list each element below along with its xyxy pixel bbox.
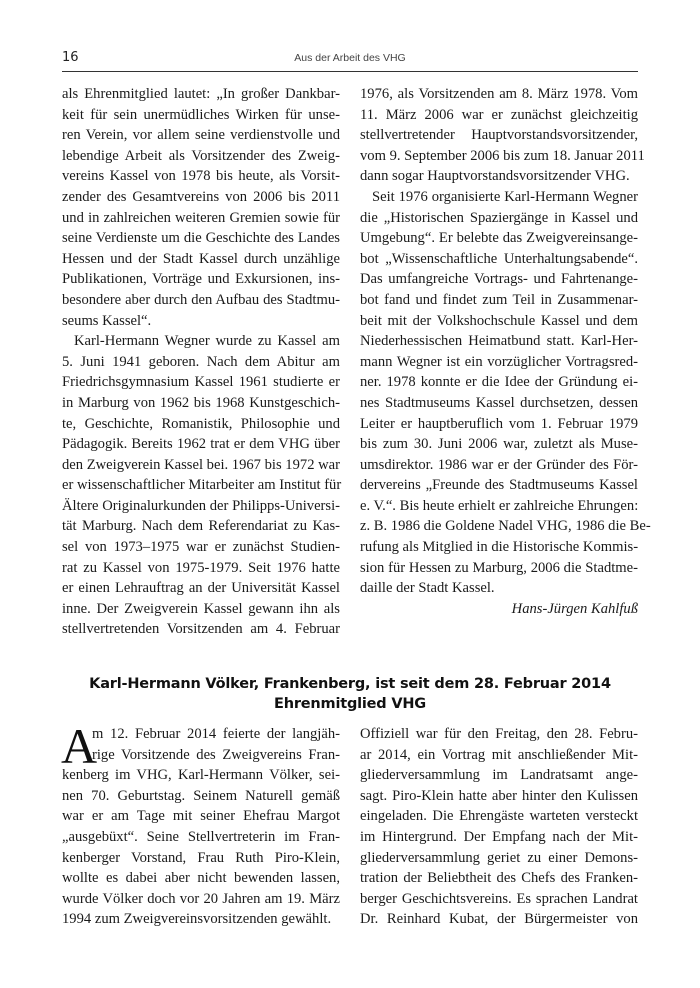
text-line: Ältere Originalurkunden der Philipps-Universi-: [62, 497, 340, 514]
text-line: ner. 1978 konnte er die Idee der Gründung ei-: [360, 374, 638, 391]
article1-left-column: [62, 84, 340, 640]
text-line: vereins Kassel von 1978 bis heute, als Vorsit-: [62, 168, 340, 185]
text-line: lebendige Arbeit als Vorsitzender des Zweig-: [62, 147, 340, 164]
drop-cap: A: [61, 718, 98, 774]
text-line: die „Historischen Spaziergänge in Kassel und: [360, 209, 638, 226]
text-line: m 12. Februar 2014 feierte der langjäh-: [92, 726, 340, 742]
text-line: rige Vorsitzende des Zweigvereins Fran-: [92, 746, 340, 763]
text-line: nes Stadtmuseums Kassel durchsetzen, dessen: [360, 394, 638, 411]
text-line: wollte es dabei aber nicht bewenden lassen,: [62, 870, 340, 887]
article-title-line-2: Ehrenmitglied VHG: [274, 696, 426, 712]
text-line: rufung als Mitglied in die Historische Kommis-: [360, 539, 639, 556]
page-header: [62, 48, 638, 72]
text-line: zender des Gesamtvereins von 2006 bis 2011: [62, 188, 340, 205]
text-line: Leiter er hauptberuflich vom 1. Februar 1979: [360, 415, 638, 432]
text-line: daille der Stadt Kassel.: [360, 580, 495, 597]
text-line: Friedrichsgymnasium Kassel 1961 studierte er: [62, 374, 340, 391]
text-line: „ausgebüxt“. Seine Stellvertreterin im Fran-: [62, 828, 340, 845]
text-line: bis zum 30. Juni 2006 war, zuletzt als Muse-: [360, 436, 638, 453]
text-line: kenberger Vorstand, Frau Ruth Piro-Klein,: [62, 849, 340, 866]
text-line: Publikationen, Vorträge und Exkursionen, ins-: [62, 271, 340, 288]
text-line: sagt. Piro-Klein hatte aber hinter den Kulissen: [360, 787, 638, 804]
text-line: Hessen und der Stadt Kassel durch unzählige: [62, 250, 340, 267]
text-line: und in zahlreichen weiteren Gremien sowie für: [62, 209, 340, 226]
article2-right-column: [360, 724, 638, 930]
text-line: nen 70. Geburtstag. Seinem Naturell gemäß: [62, 787, 340, 804]
author-signature: Hans-Jürgen Kahlfuß: [511, 600, 638, 617]
text-line: z. B. 1986 die Goldene Nadel VHG, 1986 die Be-: [360, 518, 651, 535]
text-line: ar 2014, ein Vortrag mit anschließender Mit-: [360, 746, 638, 763]
text-line: er einen Lehrauftrag an der Universität Kassel: [62, 580, 340, 597]
running-title: Aus der Arbeit des VHG: [294, 52, 406, 64]
text-line: bot fand und findet zum Teil in Zusammenar-: [360, 291, 638, 308]
text-line: im Hintergrund. Der Empfang nach der Mit-: [360, 828, 638, 845]
text-line: gliederversammlung geriet zu einer Demons-: [360, 849, 638, 866]
text-line: 1976, als Vorsitzenden am 8. März 1978. Vom: [360, 86, 638, 102]
text-line: dervereins „Freunde des Stadtmuseums Kassel: [360, 477, 638, 494]
text-line: Niederhessischen Heimatbund statt. Karl-Her-: [360, 333, 638, 350]
text-line: Offiziell war für den Freitag, den 28. Febru-: [360, 726, 638, 742]
article2-left-column: [61, 718, 340, 930]
text-line: inne. Der Zweigverein Kassel gewann ihn als: [62, 600, 340, 617]
text-line: sion für Hessen zu Marburg, 2006 die Stadtme-: [360, 559, 638, 576]
text-line: beit mit der Volkshochschule Kassel und dem: [360, 312, 638, 329]
text-line: mann Wegner ist ein vorzüglicher Vortragsred-: [360, 353, 638, 370]
text-line: wurde Völker doch vor 20 Jahren am 19. März: [62, 890, 340, 907]
text-line: 11. März 2006 war er zunächst gleichzeitig: [360, 106, 638, 123]
article1-right-lines: [360, 84, 651, 599]
text-line: gliederversammlung im Landratsamt ange-: [360, 767, 638, 784]
text-line: vom 9. September 2006 bis zum 18. Januar 2011: [360, 147, 645, 164]
text-line: den Zweigverein Kassel bei. 1967 bis 1972 war: [62, 456, 341, 473]
text-line: war er am Tage mit seiner Ehefrau Margot: [62, 808, 340, 825]
text-line: dann sogar Hauptvorstandsvorsitzender VHG.: [360, 168, 630, 185]
text-line: berger Geschichtsvereins. Es sprachen Landrat: [360, 890, 638, 907]
text-line: umsdirektor. 1986 war er der Gründer des För-: [360, 456, 638, 473]
text-line: Das umfangreiche Vortrags- und Fahrtenange-: [360, 271, 638, 288]
article2-left-lines: [61, 718, 340, 930]
text-line: stellvertretenden Vorsitzenden am 4. Februar: [62, 621, 340, 638]
article-title-line-1: Karl-Hermann Völker, Frankenberg, ist seit dem 28. Februar 2014: [89, 676, 611, 692]
text-line: tration der Beliebtheit des Chefs des Franken-: [360, 870, 638, 887]
text-line: besondere aber durch den Aufbau des Stadtmu-: [62, 291, 340, 308]
text-line: Karl-Hermann Wegner wurde zu Kassel am: [74, 333, 340, 350]
text-line: eingeladen. Die Ehrengäste warteten versteckt: [360, 808, 638, 825]
text-line: te, Geschichte, Romanistik, Philosophie und: [62, 415, 340, 432]
text-line: bot „Wissenschaftliche Unterhaltungsabende“.: [360, 250, 638, 267]
article1-right-column: [360, 84, 651, 619]
page-number: 16: [62, 50, 79, 65]
text-line: seine Verdienste um die Geschichte des Landes: [62, 230, 340, 247]
text-line: Seit 1976 organisierte Karl-Hermann Wegner: [372, 188, 638, 205]
text-line: er wissenschaftlicher Mitarbeiter am Institut für: [62, 477, 342, 494]
text-line: seums Kassel“.: [62, 312, 152, 329]
text-line: 5. Juni 1941 geboren. Nach dem Abitur am: [62, 353, 340, 370]
text-line: sel von 1973–1975 war er zunächst Studien-: [62, 539, 340, 556]
text-line: in Marburg von 1962 bis 1968 Kunstgeschich-: [62, 394, 340, 411]
text-line: rat zu Kassel von 1975-1979. Seit 1976 hatte: [62, 559, 340, 576]
text-line: Dr. Reinhard Kubat, der Bürgermeister von: [360, 911, 638, 928]
article-title: [62, 674, 638, 714]
text-line: Umgebung“. Er belebte das Zweigvereinsange-: [360, 230, 638, 247]
text-line: 1994 zum Zweigvereinsvorsitzenden gewählt.: [62, 911, 332, 928]
text-line: kenberg im VHG, Karl-Hermann Völker, sei-: [62, 767, 340, 784]
text-line: stellvertretender Hauptvorstandsvorsitzender,: [360, 127, 638, 144]
text-line: ren Verein, vor allem seine verdienstvolle und: [62, 127, 340, 144]
text-line: e. V.“. Bis heute erhielt er zahlreiche Ehrungen:: [360, 497, 639, 514]
text-line: keit für sein unermüdliches Wirken für unse-: [62, 106, 340, 123]
text-line: tät Marburg. Nach dem Referendariat zu Kas-: [62, 518, 340, 535]
text-line: Pädagogik. Bereits 1962 trat er dem VHG über: [62, 436, 340, 453]
text-line: als Ehrenmitglied lautet: „In großer Dankbar-: [62, 86, 340, 102]
